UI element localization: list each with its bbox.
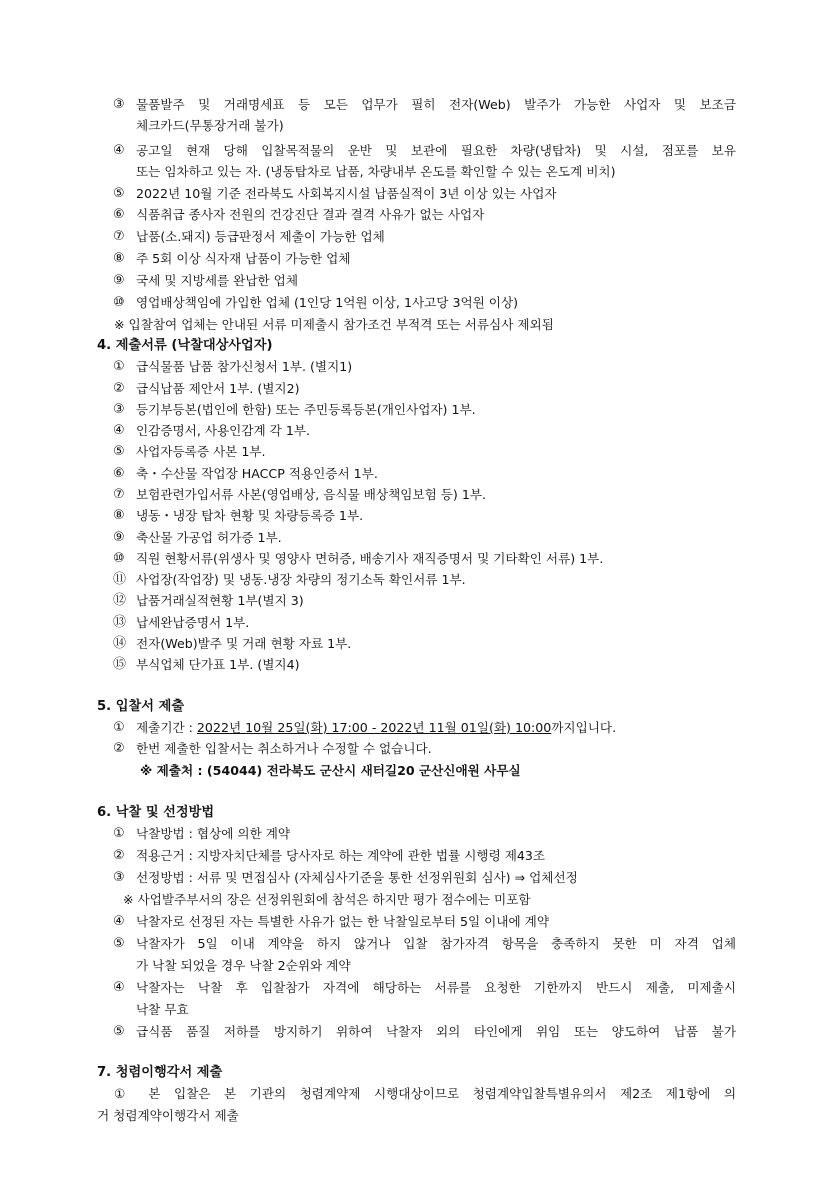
section5-heading: 5. 입찰서 제출 xyxy=(97,699,185,714)
submission-period-suffix: 까지입니다. xyxy=(551,720,617,735)
submission-period-dates: 2022년 10월 25일(화) 17:00 - 2022년 11월 01일(화) 10:00 xyxy=(196,720,552,735)
item-number: ⑭ xyxy=(113,636,127,651)
document-item: 사업장(작업장) 및 냉동.냉장 차량의 정기소독 확인서류 1부. xyxy=(136,572,466,587)
item-number: ⑬ xyxy=(113,615,127,630)
section4-heading: 4. 제출서류 (낙찰대상사업자) xyxy=(97,338,273,353)
award-method: 낙찰방법 : 협상에 의한 계약 xyxy=(136,826,291,841)
item-number: ⑦ xyxy=(113,487,125,502)
item-number: ⑩ xyxy=(113,551,125,566)
document-item: 전자(Web)발주 및 거래 현황 자료 1부. xyxy=(136,636,352,651)
selection-note: ※ 사업발주부서의 장은 선정위원회에 참석은 하지만 평가 점수에는 미포함 xyxy=(123,892,531,907)
item-number: ① xyxy=(113,359,125,374)
item-number: ⑫ xyxy=(113,593,127,608)
item-number: ③ xyxy=(113,402,125,417)
submission-place: ※ 제출처 : (54044) 전라북도 군산시 새터길20 군산신애원 사무실 xyxy=(140,763,521,778)
document-requirement: 낙찰 무효 xyxy=(136,1002,189,1017)
second-rank-rule: 낙찰자가 5일 이내 계약을 하지 않거나 입찰 참가자격 항목을 충족하지 못한 미 자격 업체 xyxy=(136,936,736,951)
item-number: ④ xyxy=(113,143,125,158)
contract-deadline: 낙찰자로 선정된 자는 특별한 사유가 없는 한 낙찰일로부터 5일 이내에 계약 xyxy=(136,914,550,929)
document-item: 인감증명서, 사용인감계 각 1부. xyxy=(136,423,311,438)
item-number: ⑮ xyxy=(113,657,127,672)
condition-line: 주 5회 이상 식자재 납품이 가능한 업체 xyxy=(136,251,351,266)
condition-line: 또는 임차하고 있는 자. (냉동탑차로 납품, 차량내부 온도를 확인할 수 있는 온도계 비치) xyxy=(136,164,616,179)
submission-period-label: 제출기간 : xyxy=(136,720,197,735)
item-number: ⑤ xyxy=(113,186,125,201)
legal-basis: 적용근거 : 지방자치단체를 당사자로 하는 계약에 관한 법률 시행령 제43조 xyxy=(136,848,546,863)
item-number: ② xyxy=(113,848,125,863)
item-number: ⑧ xyxy=(113,508,125,523)
item-number: ④ xyxy=(113,423,125,438)
item-number: ② xyxy=(113,741,125,756)
item-number: ③ xyxy=(113,870,125,885)
item-number: ⑤ xyxy=(113,444,125,459)
document-item: 직원 현황서류(위생사 및 영양사 면허증, 배송기사 재직증명서 및 기타확인 서류) 1부. xyxy=(136,551,604,566)
item-number: ③ xyxy=(113,97,125,112)
condition-line: 물품발주 및 거래명세표 등 모든 업무가 필히 전자(Web) 발주가 가능한 사업자 및 보조금 xyxy=(136,97,736,112)
second-rank-rule: 가 낙찰 되었을 경우 낙찰 2순위와 계약 xyxy=(136,958,351,973)
delegation-rule: 급식품 품질 저하를 방지하기 위하여 낙찰자 외의 타인에게 위임 또는 양도하여 납품 불가 xyxy=(136,1024,736,1039)
submission-note: 한번 제출한 입찰서는 취소하거나 수정할 수 없습니다. xyxy=(136,741,432,756)
selection-method: 선정방법 : 서류 및 면접심사 (자체심사기준을 통한 선정위원회 심사) ⇒ 업체선정 xyxy=(136,870,578,885)
item-number: ⑨ xyxy=(113,273,125,288)
document-item: 등기부등본(법인에 한함) 또는 주민등록등본(개인사업자) 1부. xyxy=(136,402,476,417)
condition-line: 납품(소.돼지) 등급판정서 제출이 가능한 업체 xyxy=(136,229,385,244)
condition-line: 식품취급 종사자 전원의 건강진단 결과 결격 사유가 없는 사업자 xyxy=(136,207,485,222)
item-number: ① xyxy=(113,826,125,841)
item-number: ⑥ xyxy=(113,466,125,481)
condition-line: 영업배상책임에 가입한 업체 (1인당 1억원 이상, 1사고당 3억원 이상) xyxy=(136,295,519,310)
document-item: 부식업체 단가표 1부. (별지4) xyxy=(136,657,300,672)
item-number: ⑨ xyxy=(113,530,125,545)
item-number: ⑧ xyxy=(113,251,125,266)
section7-heading: 7. 청렴이행각서 제출 xyxy=(97,1065,223,1080)
condition-line: 2022년 10월 기준 전라북도 사회복지시설 납품실적이 3년 이상 있는 사업자 xyxy=(136,186,557,201)
item-number: ① xyxy=(113,720,125,735)
document-item: 납세완납증명서 1부. xyxy=(136,615,250,630)
document-item: 사업자등록증 사본 1부. xyxy=(136,444,266,459)
item-number: ⑤ xyxy=(113,936,125,951)
item-number: ⑪ xyxy=(113,572,127,587)
condition-line: 공고일 현재 당해 입찰목적물의 운반 및 보관에 필요한 차량(냉탑차) 및 시설, 점포를 보유 xyxy=(136,143,736,158)
submission-period xyxy=(136,718,616,738)
item-number: ⑤ xyxy=(113,1024,125,1039)
section6-heading: 6. 낙찰 및 선정방법 xyxy=(97,805,215,820)
integrity-pledge-line: ① 본 입찰은 본 기관의 청렴계약제 시행대상이므로 청렴계약입찰특별유의서 제2조 제1항에 의 xyxy=(114,1086,736,1101)
integrity-pledge-line: 거 청렴계약이행각서 제출 xyxy=(97,1108,239,1123)
item-number: ⑥ xyxy=(113,207,125,222)
condition-line: 국세 및 지방세를 완납한 업체 xyxy=(136,273,298,288)
document-item: 급식납품 제안서 1부. (별지2) xyxy=(136,381,300,396)
document-item: 냉동・냉장 탑차 현황 및 차량등록증 1부. xyxy=(136,508,364,523)
document-item: 축・수산물 작업장 HACCP 적용인증서 1부. xyxy=(136,466,378,481)
item-number: ④ xyxy=(113,914,125,929)
document-item: 보험관련가입서류 사본(영업배상, 음식물 배상책임보험 등) 1부. xyxy=(136,487,487,502)
item-number: ⑩ xyxy=(113,295,125,310)
item-number: ⑦ xyxy=(113,229,125,244)
document-requirement: 낙찰자는 낙찰 후 입찰참가 자격에 해당하는 서류를 요청한 기한까지 반드시 제출, 미제출시 xyxy=(136,980,736,995)
section3-note: ※ 입찰참여 업체는 안내된 서류 미제출시 참가조건 부적격 또는 서류심사 제외됨 xyxy=(114,317,554,332)
document-item: 축산물 가공업 허가증 1부. xyxy=(136,530,282,545)
item-number: ② xyxy=(113,381,125,396)
document-item: 급식물품 납품 참가신청서 1부. (별지1) xyxy=(136,359,353,374)
condition-line: 체크카드(무통장거래 불가) xyxy=(136,118,284,133)
document-item: 납품거래실적현황 1부(별지 3) xyxy=(136,593,304,608)
item-number: ④ xyxy=(113,980,125,995)
